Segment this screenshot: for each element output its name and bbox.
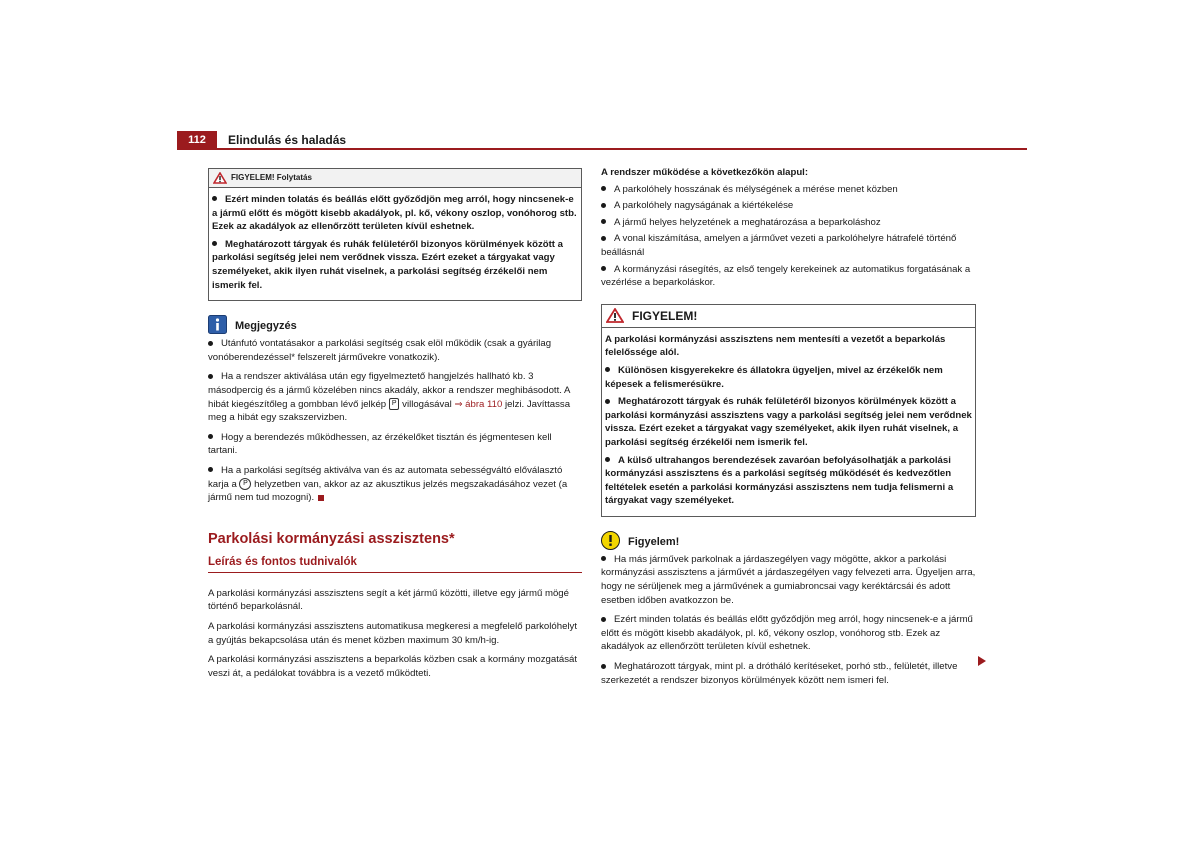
warning-continued-title: FIGYELEM! Folytatás: [231, 173, 312, 182]
bullet-icon: [212, 241, 217, 246]
caution-title: Figyelem!: [628, 535, 680, 548]
bullet-icon: [605, 367, 610, 372]
bullet-icon: [601, 236, 606, 241]
list-item: A parkolóhely nagyságának a kiértékelése: [601, 199, 976, 213]
list-item: Meghatározott tárgyak és ruhák felületéről bizonyos körülmények között a parkolási kormányzási asszisztens vagy a parkolási segítség jelei nem verődnek vissza. Ezért ezeket a tárgyakat vagy személyeket, akik ilyen ruhát viselnek, a parkolási segítség érzékelői nem ismerik fel.: [605, 396, 972, 448]
warning-triangle-icon: [213, 172, 227, 184]
list-item: Ha más járművek parkolnak a járdaszegélyen vagy mögötte, akkor a parkolási kormányzási asszisztens a járművét a járdaszegélyen vagy felvezeti arra. Ügyeljen arra, hogy ne sérüljenek meg a járművének a gumiabroncsai vagy keréktárcsái és adott esetben időben avatkozzon be.: [601, 553, 976, 606]
bullet-icon: [208, 374, 213, 379]
list-item: A jármű helyes helyzetének a meghatározása a beparkoláshoz: [601, 216, 976, 230]
list-item: Ezért minden tolatás és beállás előtt győződjön meg arról, hogy nincsenek-e a jármű előtt és mögött kisebb akadályok, pl. kő, vékony oszlop, vonóhorog stb. Ezek az akadályok az ellenőrzött területen kívül eshetnek.: [212, 194, 577, 233]
warning-body: [602, 328, 975, 516]
park-position-icon: P: [239, 478, 251, 490]
bullet-icon: [208, 341, 213, 346]
caution-header: [601, 531, 976, 551]
bullet-icon: [208, 467, 213, 472]
bullet-icon: [601, 617, 606, 622]
parking-key-icon: P: [389, 398, 400, 410]
warning-continued-body: [209, 188, 581, 300]
section-title: Parkolási kormányzási asszisztens*: [208, 530, 455, 547]
list-item: Ha a parkolási segítség aktiválva van és az automata sebességváltó előválasztó karja a P helyzetben van, akkor az az akusztikus jelzés megszakadásához vezet (a jármű nem tud mozogni).: [208, 464, 568, 504]
warning-triangle-icon: [606, 308, 624, 323]
warning-lead: A parkolási kormányzási asszisztens nem mentesíti a vezetőt a beparkolás felelőssége alól.: [605, 333, 946, 359]
list-item: Meghatározott tárgyak és ruhák felületéről bizonyos körülmények között a parkolási segítség jelei nem verődnek vissza. Ezért ezeket a tárgyakat vagy személyeket, akik ilyen ruhát viselnek, a parkolási segítség érzékelői nem ismerik fel.: [212, 238, 563, 291]
list-item: Utánfutó vontatásakor a parkolási segítség csak elöl működik (csak a gyárilag vonóberendezéssel* felszerelt járművekre vonatkozik).: [208, 338, 552, 363]
list-item: Meghatározott tárgyak, mint pl. a drótháló kerítéseket, porhó stb., felületét, illetve szerkezetét a rendszer bizonyos körülmények között nem ismeri fel.: [601, 661, 958, 686]
subsection-rule: [208, 572, 582, 573]
list-item: Ezért minden tolatás és beállás előtt győződjön meg arról, hogy nincsenek-e a jármű előtt és mögött kisebb akadályok, pl. kő, vékony oszlop, vonóhorog stb. Ezek az akadályok az ellenőrzött területen kívül eshetnek.: [601, 614, 973, 653]
bullet-icon: [601, 203, 606, 208]
note-title: Megjegyzés: [235, 320, 297, 333]
list-item: Ha a rendszer aktiválása után egy figyelmeztető hangjelzés hallható kb. 3 másodpercig és a jármű közelében nincs akadály, akkor a rendszer meghibásodott. A hibát kiegészítőleg a gombban lévő jelkép P villogásával ⇒ ábra 110 jelzi. Javíttassa meg a hibát egy szakszervizben.: [208, 371, 571, 424]
bullet-icon: [601, 186, 606, 191]
left-column: [208, 168, 582, 686]
bullet-icon: [605, 457, 610, 462]
note-header: [208, 315, 582, 335]
chapter-title: Elindulás és haladás: [228, 133, 347, 147]
warning-title: FIGYELEM!: [632, 308, 698, 323]
list-item: Különösen kisgyerekekre és állatokra ügyeljen, mivel az érzékelők nem képesek a felismerésükre.: [605, 364, 943, 390]
warning-header: [602, 305, 975, 328]
list-item: Hogy a berendezés működhessen, az érzékelőket tisztán és jégmentesen kell tartani.: [208, 431, 552, 457]
continue-arrow-icon: [978, 656, 986, 666]
list-item: A parkolóhely hosszának és mélységének a mérése menet közben: [601, 183, 976, 197]
warning-continued-header: [209, 169, 581, 188]
list-item: A külső ultrahangos berendezések zavaróan befolyásolhatják a parkolási kormányzási asszisztens és a parkolási segítség működését és kedvezőtlen feltételek esetén a parkolási kormányzási asszisztens nem tudja felismerni a tárgyakat vagy személyeket.: [605, 454, 954, 507]
paragraph: A parkolási kormányzási asszisztens a beparkolás közben csak a kormány mozgatását veszi át, a pedálokat továbbra is a vezető működteti.: [208, 654, 577, 679]
info-icon: [208, 315, 227, 334]
right-column: [601, 166, 976, 693]
paragraph: A parkolási kormányzási asszisztens automatikusa megkeresi a megfelelő parkolóhelyt a gyújtás bekapcsolása után és menet közben maximum 30 km/h-ig.: [208, 621, 577, 646]
list-item: A vonal kiszámítása, amelyen a járművet vezeti a parkolóhelyre hátrafelé történő beállásnál: [601, 233, 957, 258]
page-number: 112: [177, 131, 217, 149]
figure-link[interactable]: ⇒ ábra 110: [454, 398, 503, 410]
bullet-icon: [601, 219, 606, 224]
bullet-icon: [601, 664, 606, 669]
bullet-icon: [601, 556, 606, 561]
bullet-icon: [212, 196, 217, 201]
intro-heading: A rendszer működése a következőkön alapul:: [601, 167, 809, 178]
bullet-icon: [208, 434, 213, 439]
caution-icon: [601, 531, 620, 550]
warning-box: [601, 304, 976, 517]
end-of-section-icon: [318, 495, 324, 501]
warning-continued-box: [208, 168, 582, 301]
paragraph: A parkolási kormányzási asszisztens segít a két jármű közötti, illetve egy jármű mögé történő beparkolásnál.: [208, 587, 569, 613]
subsection-title: Leírás és fontos tudnivalók: [208, 556, 357, 569]
page-header: [177, 131, 1027, 149]
header-rule: [177, 148, 1027, 150]
bullet-icon: [605, 399, 610, 404]
list-item: A kormányzási rásegítés, az első tengely kerekeinek az automatikus forgatásának a vezérlése a beparkoláskor.: [601, 263, 971, 289]
bullet-icon: [601, 266, 606, 271]
